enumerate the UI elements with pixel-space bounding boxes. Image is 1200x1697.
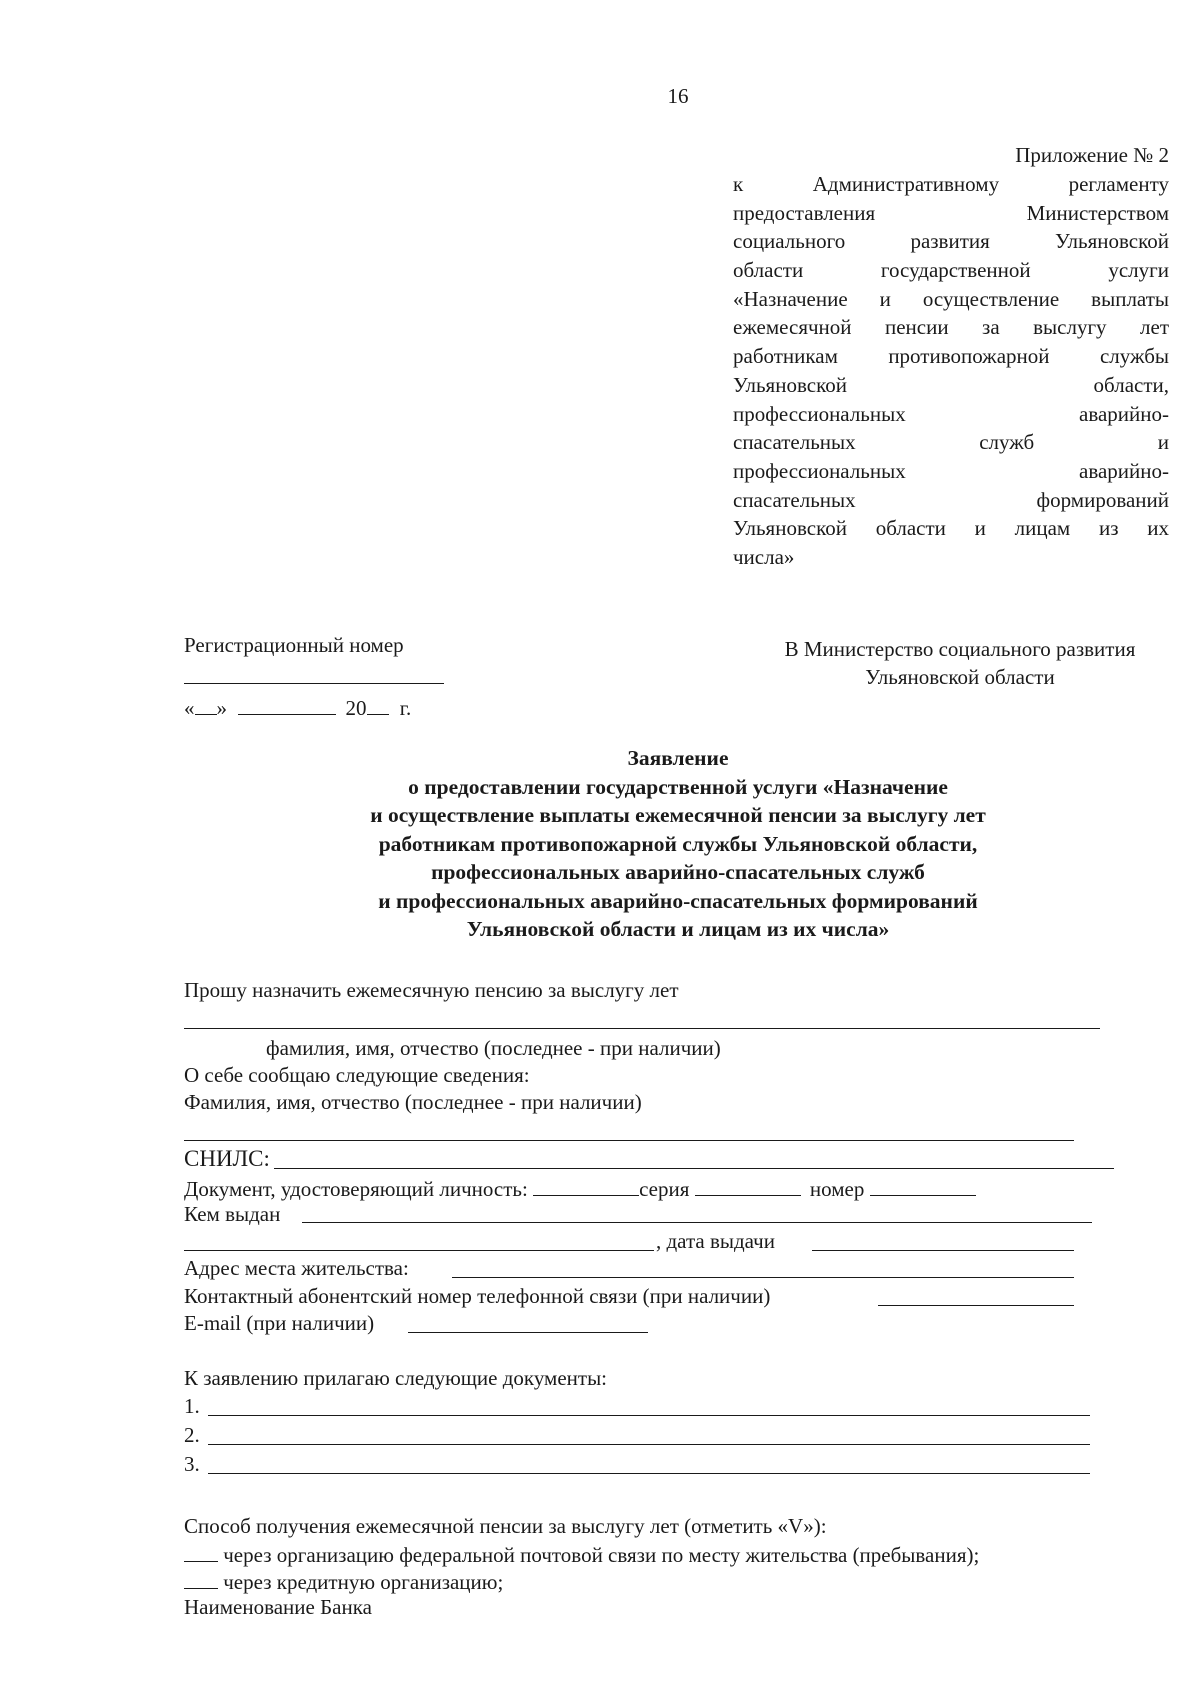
registration-number-field[interactable] [184, 683, 444, 684]
appendix-line: спасательных служб и [733, 430, 1169, 455]
recipient-line-1: В Министерство социального развития [784, 637, 1136, 661]
receipt-option-bank-label: через кредитную организацию; [223, 1570, 504, 1594]
date-year-suffix: г. [399, 696, 412, 720]
date-year-field[interactable] [367, 694, 389, 715]
registration-date [184, 694, 411, 721]
appendix-body [733, 170, 1169, 572]
about-self-text: О себе сообщаю следующие сведения: [184, 1063, 530, 1087]
id-document-type-field[interactable] [533, 1175, 639, 1196]
attachment-item-3: 3. [184, 1452, 200, 1476]
appendix-line: к Административному регламенту [733, 172, 1169, 196]
appendix-line: числа» [733, 544, 795, 569]
applicant-name-field[interactable] [184, 1028, 1100, 1029]
fio-field[interactable] [184, 1140, 1074, 1141]
receipt-option-post-checkbox[interactable] [184, 1541, 218, 1562]
date-year-prefix: 20 [345, 696, 367, 720]
phone-label: Контактный абонентский номер телефонной связи (при наличии) [184, 1284, 771, 1308]
attachment-field-2[interactable] [208, 1444, 1090, 1445]
appendix-line: спасательных формирований [733, 487, 1169, 512]
appendix-title: Приложение № 2 [1015, 143, 1169, 167]
id-document-row [184, 1175, 976, 1202]
page-number: 16 [667, 84, 689, 108]
issue-date-label: , дата выдачи [656, 1229, 775, 1253]
recipient-block [750, 635, 1170, 691]
date-month-field[interactable] [238, 694, 336, 715]
bank-name-label: Наименование Банка [184, 1595, 372, 1619]
email-label: E-mail (при наличии) [184, 1311, 375, 1335]
appendix-line: Ульяновской области, [733, 372, 1169, 397]
heading-line: Ульяновской области и лицам из их числа» [466, 917, 890, 941]
number-field[interactable] [870, 1175, 976, 1196]
recipient-line-2: Ульяновской области [865, 665, 1055, 689]
receipt-intro: Способ получения ежемесячной пенсии за выслугу лет (отметить «V»): [184, 1514, 827, 1538]
id-document-label: Документ, удостоверяющий личность: [184, 1177, 528, 1201]
appendix-line: работникам противопожарной службы [733, 344, 1169, 369]
registration-label: Регистрационный номер [184, 633, 404, 657]
document-heading [0, 744, 1200, 944]
appendix-line: профессиональных аварийно- [733, 401, 1169, 426]
heading-line: о предоставлении государственной услуги «Назначение [408, 774, 948, 799]
heading-line: и профессиональных аварийно-спасательных формирований [378, 888, 978, 913]
attachment-item-1: 1. [184, 1394, 200, 1418]
date-quote-close: » [216, 696, 227, 720]
attachment-item-2: 2. [184, 1423, 200, 1447]
series-field[interactable] [695, 1175, 801, 1196]
attachment-field-1[interactable] [208, 1415, 1090, 1416]
issued-by-label: Кем выдан [184, 1202, 281, 1226]
phone-field[interactable] [878, 1305, 1074, 1306]
attachments-intro: К заявлению прилагаю следующие документы: [184, 1366, 608, 1390]
date-quote-open: « [184, 696, 195, 720]
appendix-line: предоставления Министерством [733, 200, 1169, 225]
snils-label: СНИЛС: [184, 1146, 270, 1171]
issued-by-field-cont[interactable] [184, 1250, 654, 1251]
receipt-option-post [184, 1541, 979, 1568]
attachment-field-3[interactable] [208, 1473, 1090, 1474]
email-field[interactable] [408, 1332, 648, 1333]
heading-line: и осуществление выплаты ежемесячной пенсии за выслугу лет [370, 803, 986, 827]
receipt-option-post-label: через организацию федеральной почтовой связи по месту жительства (пребывания); [223, 1543, 980, 1567]
appendix-line: Ульяновской области и лицам из их [733, 516, 1169, 541]
date-day-field[interactable] [195, 694, 217, 715]
request-text: Прошу назначить ежемесячную пенсию за выслугу лет [184, 978, 679, 1002]
heading-line: профессиональных аварийно-спасательных служб [431, 860, 925, 884]
appendix-line: социального развития Ульяновской [733, 229, 1169, 254]
receipt-option-bank [184, 1568, 503, 1595]
fio-caption: фамилия, имя, отчество (последнее - при наличии) [266, 1036, 721, 1060]
address-label: Адрес места жительства: [184, 1256, 409, 1280]
appendix-line: ежемесячной пенсии за выслугу лет [733, 315, 1169, 340]
heading-line: работникам противопожарной службы Ульяновской области, [378, 831, 978, 856]
appendix-line: «Назначение и осуществление выплаты [733, 286, 1169, 311]
heading-title: Заявление [627, 746, 729, 770]
issued-by-field[interactable] [302, 1222, 1092, 1223]
address-field[interactable] [452, 1277, 1074, 1278]
issue-date-field[interactable] [812, 1250, 1074, 1251]
receipt-option-bank-checkbox[interactable] [184, 1568, 218, 1589]
snils-field[interactable] [274, 1168, 1114, 1169]
appendix-line: области государственной услуги [733, 258, 1169, 283]
series-label: серия [639, 1177, 690, 1201]
number-label: номер [809, 1177, 865, 1201]
fio-label: Фамилия, имя, отчество (последнее - при наличии) [184, 1090, 642, 1114]
appendix-line: профессиональных аварийно- [733, 458, 1169, 483]
